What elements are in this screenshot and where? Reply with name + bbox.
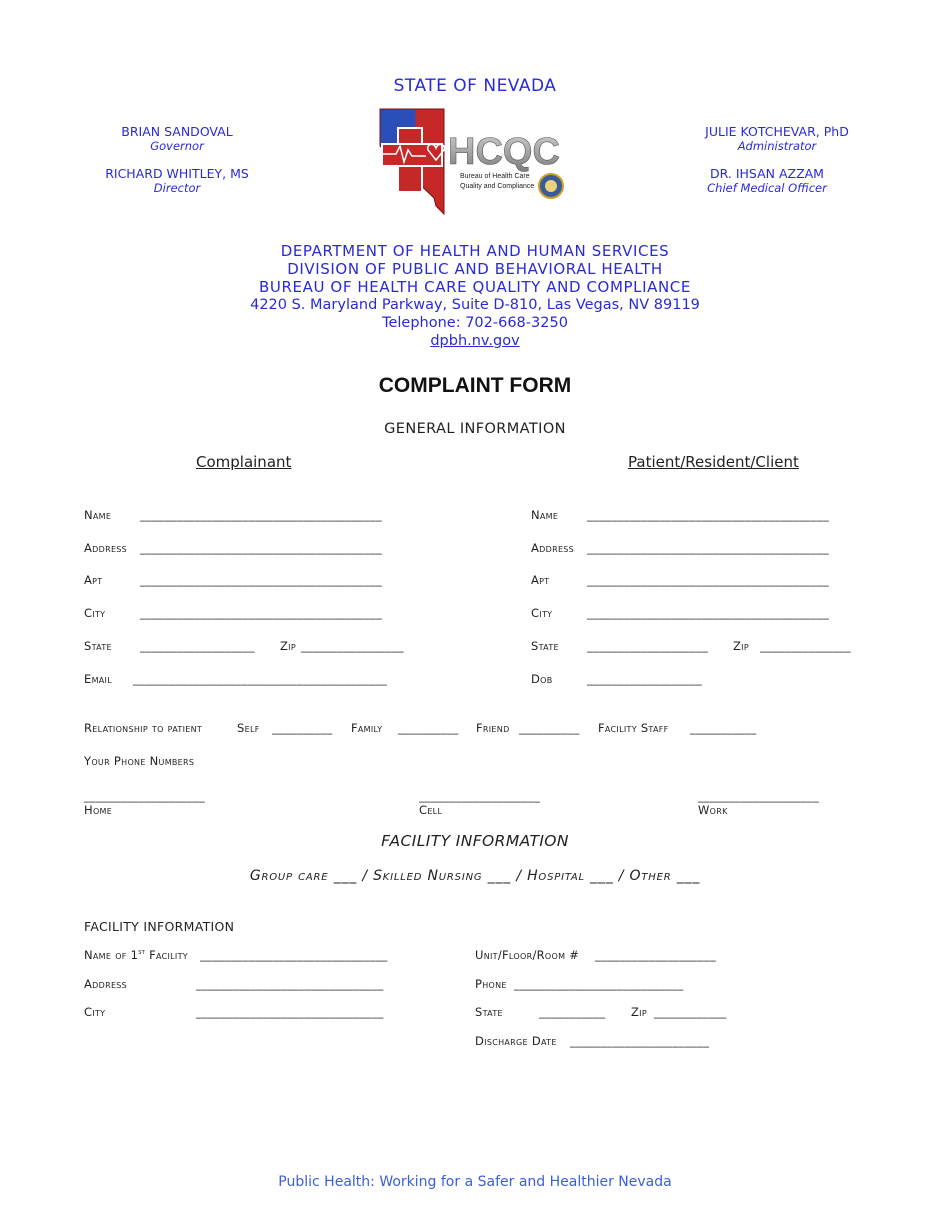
relationship-friend-field[interactable]: __________ (519, 721, 580, 735)
facility-address-label: Address (84, 977, 128, 991)
facility-type-group-care-field[interactable]: ___ (333, 868, 363, 884)
dept-line: DIVISION OF PUBLIC AND BEHAVIORAL HEALTH (287, 260, 663, 278)
department-block (0, 242, 950, 350)
facility-state-label: State (475, 1005, 503, 1019)
work-phone-field[interactable]: ____________________ (698, 789, 819, 803)
patient-city-field[interactable]: ________________________________________ (587, 606, 829, 620)
relationship-self-field[interactable]: __________ (272, 721, 333, 735)
cell-phone-label: Cell (419, 803, 443, 817)
facility-type-other: Other (629, 868, 672, 884)
patient-apt-field[interactable]: ________________________________________ (587, 573, 829, 587)
patient-zip-field[interactable]: _______________ (760, 639, 851, 653)
official-role: Director (153, 181, 201, 195)
facility-type-other-field[interactable]: ___ (676, 868, 701, 884)
facility-type-row (0, 868, 950, 884)
complainant-state-label: State (84, 639, 112, 653)
facility-type-hospital-field[interactable]: ___ (590, 868, 619, 884)
discharge-date-field[interactable]: _______________________ (570, 1034, 710, 1048)
footer-tagline: Public Health: Working for a Safer and Healthier Nevada (278, 1174, 672, 1190)
relationship-friend-label: Friend (476, 721, 510, 735)
facility-zip-field[interactable]: ____________ (654, 1005, 727, 1019)
separator: / (362, 868, 374, 884)
phone-numbers-label: Your Phone Numbers (84, 754, 195, 768)
hcqc-logo (376, 106, 582, 218)
complainant-address-field[interactable]: ________________________________________ (140, 541, 382, 555)
relationship-facility-staff-field[interactable]: ___________ (690, 721, 757, 735)
separator: / (618, 868, 630, 884)
official-administrator (677, 124, 877, 154)
patient-name-field[interactable]: ________________________________________ (587, 508, 829, 522)
facility-section-label: FACILITY INFORMATION (84, 919, 235, 934)
facility-city-field[interactable]: _______________________________ (196, 1005, 384, 1019)
complainant-name-field[interactable]: ________________________________________ (140, 508, 382, 522)
logo-subtitle: Quality and Compliance (460, 183, 535, 190)
facility-type-hospital: Hospital (527, 868, 585, 884)
patient-zip-label: Zip (733, 639, 749, 653)
facility-zip-label: Zip (631, 1005, 647, 1019)
facility-unit-label: Unit/Floor/Room # (475, 948, 580, 962)
official-name: JULIE KOTCHEVAR, PhD (705, 124, 849, 139)
patient-apt-label: Apt (531, 573, 550, 587)
official-governor (77, 124, 277, 154)
facility-name-superscript: st (138, 948, 146, 957)
complainant-email-label: Email (84, 672, 112, 686)
facility-name-prefix: Name of 1 (84, 948, 139, 962)
facility-information-heading: FACILITY INFORMATION (381, 832, 569, 850)
dept-website-link[interactable]: dpbh.nv.gov (430, 333, 520, 349)
patient-city-label: City (531, 606, 553, 620)
complainant-apt-label: Apt (84, 573, 103, 587)
relationship-label: Relationship to patient (84, 721, 203, 735)
cell-phone-field[interactable]: ____________________ (419, 789, 540, 803)
facility-name-label (84, 948, 188, 962)
general-information-heading: GENERAL INFORMATION (384, 421, 566, 437)
complainant-name-label: Name (84, 508, 112, 522)
complainant-apt-field[interactable]: ________________________________________ (140, 573, 382, 587)
facility-name-suffix: Facility (149, 948, 188, 962)
facility-phone-label: Phone (475, 977, 507, 991)
official-name: BRIAN SANDOVAL (121, 124, 233, 139)
dept-line: BUREAU OF HEALTH CARE QUALITY AND COMPLIANCE (259, 278, 691, 296)
dept-address: 4220 S. Maryland Parkway, Suite D-810, Las Vegas, NV 89119 (250, 297, 700, 313)
patient-state-label: State (531, 639, 559, 653)
facility-address-field[interactable]: _______________________________ (196, 977, 384, 991)
official-cmo (667, 166, 867, 196)
complainant-email-field[interactable]: __________________________________________ (133, 672, 388, 686)
form-title: COMPLAINT FORM (378, 374, 572, 397)
dept-telephone: Telephone: 702-668-3250 (382, 315, 568, 331)
patient-state-field[interactable]: ____________________ (587, 639, 708, 653)
relationship-family-label: Family (351, 721, 383, 735)
logo-text: HCQC (448, 131, 560, 173)
home-phone-label: Home (84, 803, 113, 817)
official-director (77, 166, 277, 196)
complainant-city-label: City (84, 606, 106, 620)
work-phone-label: Work (698, 803, 728, 817)
relationship-self-label: Self (237, 721, 260, 735)
complainant-city-field[interactable]: ________________________________________ (140, 606, 382, 620)
patient-address-field[interactable]: ________________________________________ (587, 541, 829, 555)
facility-type-skilled-nursing: Skilled Nursing (373, 868, 483, 884)
facility-phone-field[interactable]: ____________________________ (514, 977, 684, 991)
patient-dob-field[interactable]: ___________________ (587, 672, 702, 686)
complainant-state-field[interactable]: ___________________ (140, 639, 255, 653)
facility-state-field[interactable]: ___________ (539, 1005, 606, 1019)
facility-type-skilled-nursing-field[interactable]: ___ (487, 868, 517, 884)
relationship-family-field[interactable]: __________ (398, 721, 459, 735)
home-phone-field[interactable]: ____________________ (84, 789, 205, 803)
official-role: Administrator (737, 139, 817, 153)
hcqc-logo-graphic (376, 106, 582, 218)
patient-address-label: Address (531, 541, 575, 555)
complainant-address-label: Address (84, 541, 128, 555)
relationship-facility-staff-label: Facility Staff (598, 721, 669, 735)
official-role: Chief Medical Officer (707, 181, 827, 195)
complainant-heading: Complainant (196, 453, 292, 471)
complainant-zip-field[interactable]: _________________ (301, 639, 404, 653)
logo-subtitle: Bureau of Health Care (460, 173, 530, 180)
official-role: Governor (150, 139, 204, 153)
facility-city-label: City (84, 1005, 106, 1019)
discharge-date-label: Discharge Date (475, 1034, 557, 1048)
facility-unit-field[interactable]: ____________________ (595, 948, 716, 962)
patient-name-label: Name (531, 508, 559, 522)
official-name: RICHARD WHITLEY, MS (105, 166, 249, 181)
official-name: DR. IHSAN AZZAM (710, 166, 824, 181)
state-title: STATE OF NEVADA (393, 76, 557, 96)
complainant-zip-label: Zip (280, 639, 296, 653)
patient-dob-label: Dob (531, 672, 553, 686)
facility-name-field[interactable]: _______________________________ (200, 948, 388, 962)
patient-heading: Patient/Resident/Client (628, 453, 799, 471)
dept-line: DEPARTMENT OF HEALTH AND HUMAN SERVICES (280, 242, 670, 260)
facility-type-group-care: Group care (249, 868, 329, 884)
separator: / (516, 868, 528, 884)
